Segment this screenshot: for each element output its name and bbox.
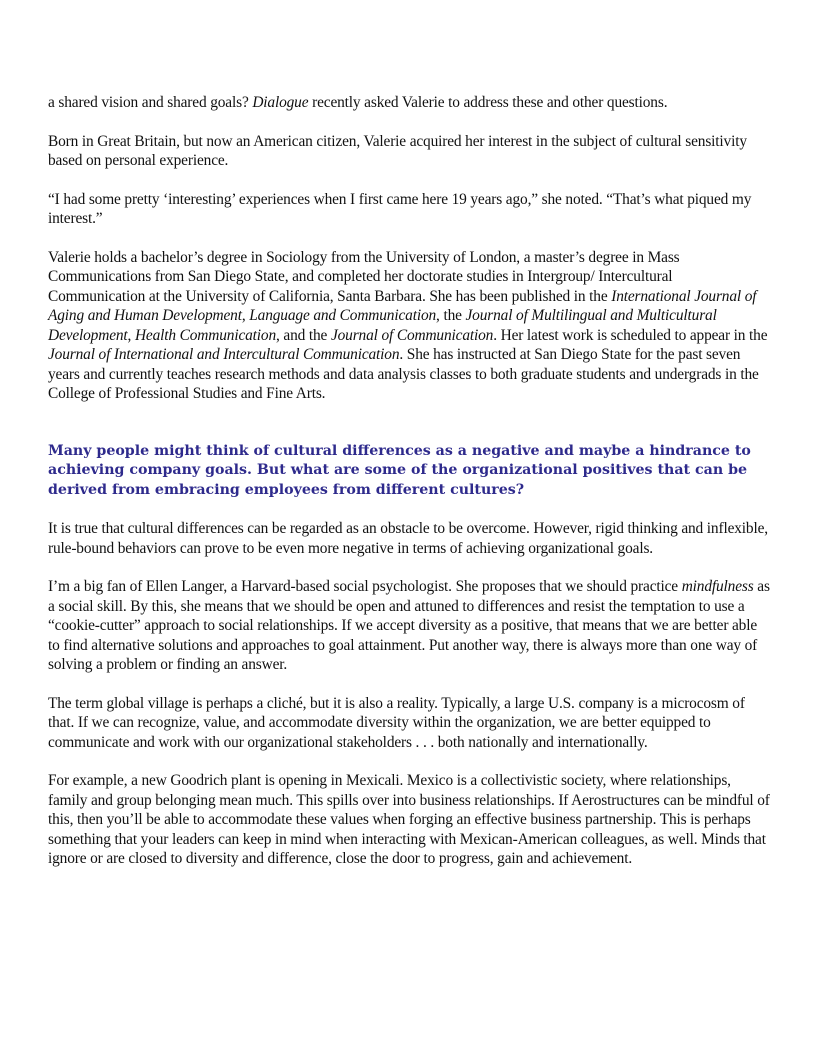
quote-paragraph: “I had some pretty ‘interesting’ experiences when I first came here 19 years ago,” she noted. “That’s what piqued my interest.” (48, 190, 752, 227)
credentials-paragraph: Valerie holds a bachelor’s degree in Sociology from the University of London, a master’s degree in Mass Communications from San Diego State, and completed her doctorate studies in Intergroup/ Intercultural Communication at the University of California, Santa Barbara. She has been published in the International Journal of Aging and Human Development, Language and Communication, the Journal of Multilingual and Multicultural Development, Health Communication, and the Journal of Communication. Her latest work is scheduled to appear in the Journal of International and Intercultural Communication. She has instructed at San Diego State for the past seven years and currently teaches research methods and data analysis classes to both graduate students and undergrads in the College of Professional Studies and Fine Arts. (48, 248, 768, 402)
article-body (48, 93, 770, 888)
intro-paragraph (48, 93, 770, 113)
interview-question: Many people might think of cultural differences as a negative and maybe a hindrance to achieving company goals. But what are some of the organizational positives that can be derived from embracing employees from different cultures? (48, 442, 751, 498)
journal-title: Language and Communication (249, 307, 437, 324)
answer-paragraph-4: For example, a new Goodrich plant is opening in Mexicali. Mexico is a collectivistic society, where relationships, family and group belonging mean much. This spills over into business relationships. If Aerostructures can be mindful of this, then you’ll be able to accommodate these values when forging an effective business partnership. This is perhaps something that your leaders can keep in mind when interacting with Mexican-American colleagues, as well. Minds that ignore or are closed to diversity and difference, close the door to progress, gain and achievement. (48, 772, 770, 867)
emphasized-term: mindfulness (681, 578, 754, 595)
journal-title: International Journal of Aging and Human Development (48, 287, 757, 324)
intro-text-end: recently asked Valerie to address these and other questions. (308, 94, 668, 111)
answer-paragraph-1: It is true that cultural differences can be regarded as an obstacle to be overcome. However, rigid thinking and inflexible, rule-bound behaviors can prove to be even more negative in terms of achieving organizational goals. (48, 520, 768, 557)
intro-text: a shared vision and shared goals? (48, 94, 253, 111)
journal-title: Journal of International and Intercultural Communication (48, 346, 400, 363)
answer-paragraph-3: The term global village is perhaps a cliché, but it is also a reality. Typically, a large U.S. company is a microcosm of that. If we can recognize, value, and accommodate diversity within the organization, we are better equipped to communicate and work with our organizational stakeholders . . . both nationally and internationally. (48, 694, 745, 751)
publication-name: Dialogue (252, 94, 309, 111)
answer-paragraph-2: I’m a big fan of Ellen Langer, a Harvard-based social psychologist. She proposes that we should practice mindfulness as a social skill. By this, she means that we should be open and attuned to differences and resist the temptation to use a “cookie-cutter” approach to social relationships. If we accept diversity as a positive, that means that we are better able to find alternative solutions and approaches to goal attainment. Put another way, there is always more than one way of solving a problem or finding an answer. (48, 578, 770, 673)
journal-title: Journal of Communication (330, 326, 494, 344)
journal-title: Health Communication (134, 326, 277, 344)
background-paragraph: Born in Great Britain, but now an American citizen, Valerie acquired her interest in the subject of cultural sensitivity based on personal experience. (48, 132, 747, 169)
journal-title: Journal of Multilingual and Multicultural Development (48, 307, 717, 344)
